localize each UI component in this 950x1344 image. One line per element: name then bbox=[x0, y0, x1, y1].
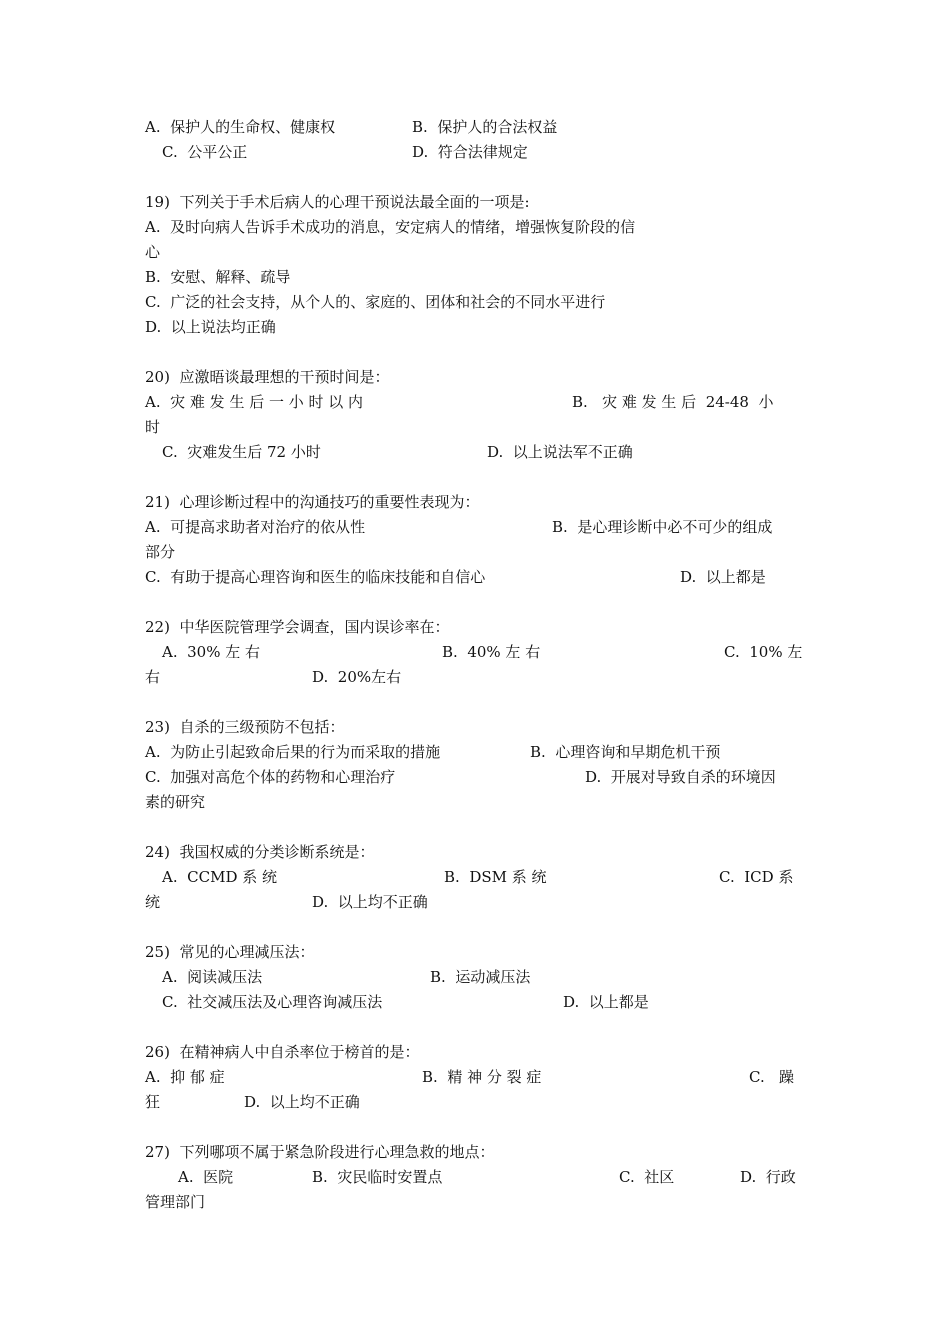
text-segment: A. 灾 难 发 生 后 一 小 时 以 内 bbox=[145, 393, 364, 411]
text-segment: D. 以上均不正确 bbox=[244, 1093, 360, 1111]
text-line-q21ab2 bbox=[0, 540, 950, 565]
text-segment: B. 保护人的合法权益 bbox=[412, 118, 558, 136]
text-segment: 部分 bbox=[145, 543, 176, 561]
text-segment: 19) 下列关于手术后病人的心理干预说法最全面的一项是: bbox=[145, 193, 530, 211]
text-line-q20ab bbox=[0, 390, 950, 415]
text-segment: 26) 在精神病人中自杀率位于榜首的是： bbox=[145, 1043, 420, 1061]
text-line-q19b bbox=[0, 265, 950, 290]
text-segment: C. 社区 bbox=[619, 1168, 675, 1186]
text-line-q26abc bbox=[0, 1065, 950, 1090]
text-segment: 时 bbox=[145, 418, 161, 436]
text-segment: A. 30% 左 右 bbox=[162, 643, 261, 661]
text-line-q27abcd bbox=[0, 1165, 950, 1190]
text-segment: 狂 bbox=[145, 1093, 161, 1111]
text-segment: B. 40% 左 右 bbox=[442, 643, 541, 661]
text-line-q21ab bbox=[0, 515, 950, 540]
text-segment: A. 医院 bbox=[178, 1168, 234, 1186]
text-segment: A. 及时向病人告诉手术成功的消息，安定病人的情绪，增强恢复阶段的信 bbox=[145, 218, 636, 236]
text-segment: B. DSM 系 统 bbox=[444, 868, 547, 886]
text-segment: B. 运动减压法 bbox=[430, 968, 531, 986]
text-line-q22 bbox=[0, 615, 950, 640]
text-line-q23ab bbox=[0, 740, 950, 765]
text-line-q19d bbox=[0, 315, 950, 340]
text-segment: 右 bbox=[145, 668, 161, 686]
text-segment: C. 加强对高危个体的药物和心理治疗 bbox=[145, 768, 396, 786]
text-line-q25cd bbox=[0, 990, 950, 1015]
text-segment: 21) 心理诊断过程中的沟通技巧的重要性表现为： bbox=[145, 493, 480, 511]
text-line-q24 bbox=[0, 840, 950, 865]
text-segment: C. 有助于提高心理咨询和医生的临床技能和自信心 bbox=[145, 568, 486, 586]
text-line-q27 bbox=[0, 1140, 950, 1165]
text-line-q20ab2 bbox=[0, 415, 950, 440]
text-segment: A. 保护人的生命权、健康权 bbox=[145, 118, 336, 136]
text-segment: B. 精 神 分 裂 症 bbox=[422, 1068, 542, 1086]
text-line-q27d2 bbox=[0, 1190, 950, 1215]
text-segment: 27) 下列哪项不属于紧急阶段进行心理急救的地点： bbox=[145, 1143, 495, 1161]
text-segment: 心 bbox=[145, 243, 161, 261]
text-segment: B. 灾 难 发 生 后 24-48 小 bbox=[572, 393, 774, 411]
text-segment: 素的研究 bbox=[145, 793, 206, 811]
text-segment: D. 开展对导致自杀的环境因 bbox=[585, 768, 776, 786]
text-segment: D. 以上都是 bbox=[563, 993, 649, 1011]
text-line-q20 bbox=[0, 365, 950, 390]
text-line-q19 bbox=[0, 190, 950, 215]
text-line-q23 bbox=[0, 715, 950, 740]
text-segment: C. 灾难发生后 72 小时 bbox=[162, 443, 321, 461]
text-segment: C. ICD 系 bbox=[719, 868, 794, 886]
text-line-q21 bbox=[0, 490, 950, 515]
text-line-q25ab bbox=[0, 965, 950, 990]
text-line-q24d bbox=[0, 890, 950, 915]
text-segment: 管理部门 bbox=[145, 1193, 206, 1211]
text-segment: D. 以上均不正确 bbox=[312, 893, 428, 911]
text-segment: D. 以上说法军不正确 bbox=[487, 443, 633, 461]
text-segment: 23) 自杀的三级预防不包括： bbox=[145, 718, 345, 736]
text-line-q20cd bbox=[0, 440, 950, 465]
text-line-q24abc bbox=[0, 865, 950, 890]
text-segment: 25) 常见的心理减压法： bbox=[145, 943, 315, 961]
text-segment: B. 心理咨询和早期危机干预 bbox=[530, 743, 721, 761]
text-line-q23cd2 bbox=[0, 790, 950, 815]
text-segment: A. 阅读减压法 bbox=[162, 968, 263, 986]
text-line-q22d bbox=[0, 665, 950, 690]
text-segment: C. 公平公正 bbox=[162, 143, 248, 161]
text-segment: C. 躁 bbox=[749, 1068, 795, 1086]
text-segment: A. CCMD 系 统 bbox=[162, 868, 278, 886]
text-segment: 24) 我国权威的分类诊断系统是： bbox=[145, 843, 375, 861]
text-segment: A. 抑 郁 症 bbox=[145, 1068, 225, 1086]
text-segment: 20) 应激晤谈最理想的干预时间是： bbox=[145, 368, 390, 386]
text-line-l2 bbox=[0, 140, 950, 165]
text-line-q19c bbox=[0, 290, 950, 315]
text-line-q19a bbox=[0, 215, 950, 240]
text-line-q22abc bbox=[0, 640, 950, 665]
text-line-l1 bbox=[0, 115, 950, 140]
text-line-q19a2 bbox=[0, 240, 950, 265]
text-segment: D. 20%左右 bbox=[312, 668, 402, 686]
text-segment: D. 以上都是 bbox=[680, 568, 766, 586]
text-line-q23cd bbox=[0, 765, 950, 790]
text-line-q26d bbox=[0, 1090, 950, 1115]
text-segment: A. 可提高求助者对治疗的依从性 bbox=[145, 518, 366, 536]
text-segment: C. 10% 左 bbox=[724, 643, 803, 661]
text-segment: D. 以上说法均正确 bbox=[145, 318, 276, 336]
text-segment: D. 行政 bbox=[740, 1168, 796, 1186]
text-segment: B. 是心理诊断中必不可少的组成 bbox=[552, 518, 773, 536]
text-segment: B. 灾民临时安置点 bbox=[312, 1168, 443, 1186]
text-line-q25 bbox=[0, 940, 950, 965]
text-segment: C. 社交减压法及心理咨询减压法 bbox=[162, 993, 383, 1011]
text-line-q21cd bbox=[0, 565, 950, 590]
text-segment: A. 为防止引起致命后果的行为而采取的措施 bbox=[145, 743, 441, 761]
text-segment: B. 安慰、解释、疏导 bbox=[145, 268, 291, 286]
text-segment: D. 符合法律规定 bbox=[412, 143, 528, 161]
text-segment: 统 bbox=[145, 893, 161, 911]
text-segment: C. 广泛的社会支持，从个人的、家庭的、团体和社会的不同水平进行 bbox=[145, 293, 606, 311]
text-line-q26 bbox=[0, 1040, 950, 1065]
text-segment: 22) 中华医院管理学会调查，国内误诊率在： bbox=[145, 618, 450, 636]
